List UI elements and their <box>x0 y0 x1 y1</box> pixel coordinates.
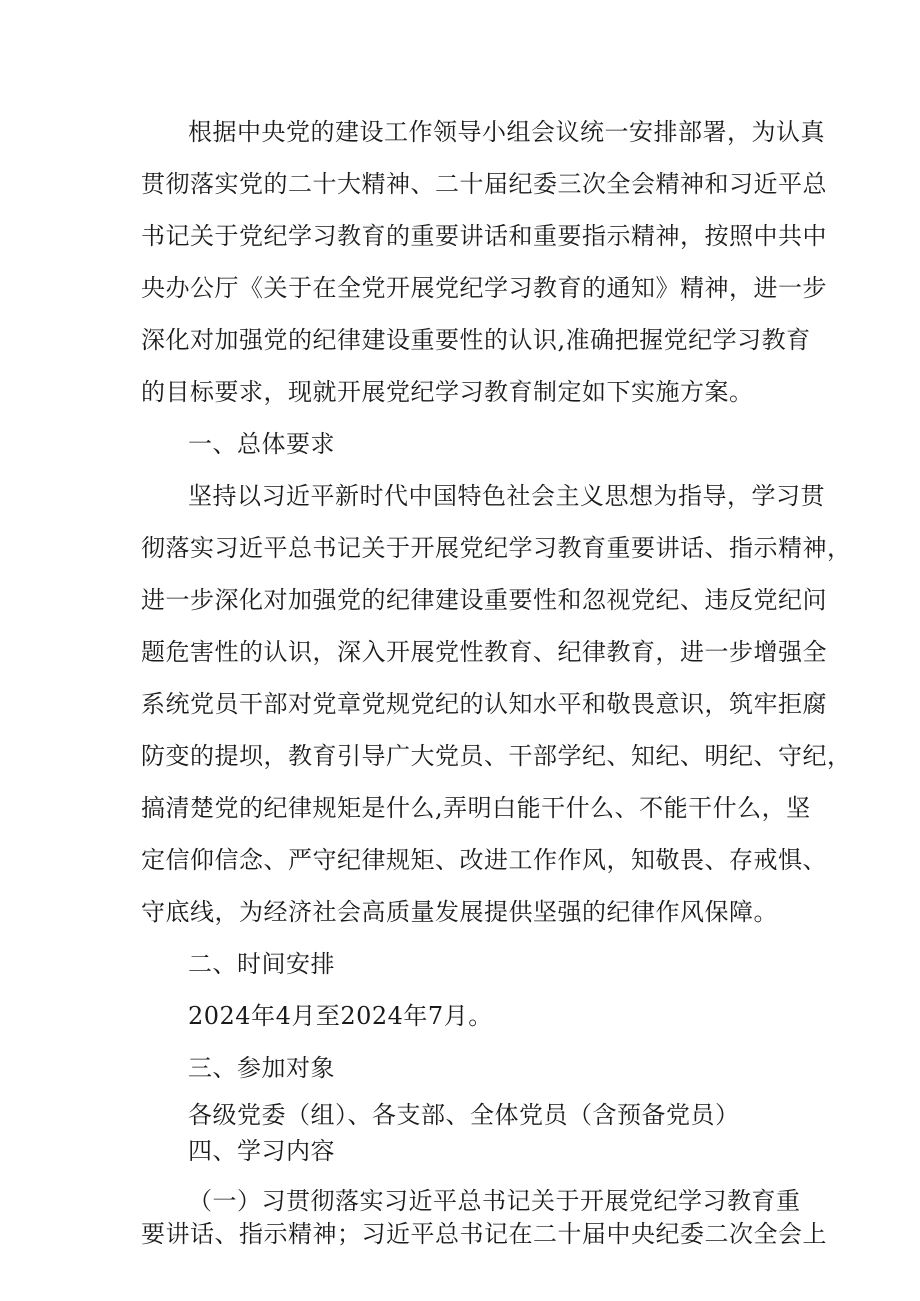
section-heading: 一、总体要求 <box>188 430 335 458</box>
body-line: 系统党员干部对党章党规党纪的认知水平和敬畏意识，筑牢拒腐 <box>141 690 827 718</box>
body-line: 定信仰信念、严守纪律规矩、改进工作作风，知敬畏、存戒惧、 <box>141 846 827 874</box>
intro-line: 的目标要求，现就开展党纪学习教育制定如下实施方案。 <box>141 378 754 406</box>
body-line: 各级党委（组）、各支部、全体党员（含预备党员） <box>188 1101 740 1129</box>
body-line: 守底线，为经济社会高质量发展提供坚强的纪律作风保障。 <box>141 898 778 926</box>
body-line: 彻落实习近平总书记关于开展党纪学习教育重要讲话、指示精神， <box>141 534 852 562</box>
intro-line: 根据中央党的建设工作领导小组会议统一安排部署，为认真 <box>188 118 825 146</box>
body-line: 进一步深化对加强党的纪律建设重要性和忽视党纪、违反党纪问 <box>141 586 827 614</box>
section-heading: 三、参加对象 <box>188 1054 335 1082</box>
body-line: （一）习贯彻落实习近平总书记关于开展党纪学习教育重 <box>188 1187 801 1215</box>
body-line: 防变的提坝，教育引导广大党员、干部学纪、知纪、明纪、守纪， <box>141 742 852 770</box>
section-heading: 四、学习内容 <box>188 1137 335 1165</box>
intro-line: 央办公厅《关于在全党开展党纪学习教育的通知》精神，进一步 <box>141 274 827 302</box>
body-line: 坚持以习近平新时代中国特色社会主义思想为指导，学习贯 <box>188 482 825 510</box>
body-line: 2024年4月至2024年7月。 <box>188 1002 493 1030</box>
body-line: 要讲话、指示精神；习近平总书记在二十届中央纪委二次全会上 <box>141 1220 827 1248</box>
section-heading: 二、时间安排 <box>188 950 335 978</box>
body-line: 题危害性的认识，深入开展党性教育、纪律教育，进一步增强全 <box>141 638 827 666</box>
intro-line: 深化对加强党的纪律建设重要性的认识,准确把握党纪学习教育 <box>141 326 811 354</box>
intro-line: 书记关于党纪学习教育的重要讲话和重要指示精神，按照中共中 <box>141 222 827 250</box>
body-line: 搞清楚党的纪律规矩是什么,弄明白能干什么、不能干什么，坚 <box>141 794 811 822</box>
intro-line: 贯彻落实党的二十大精神、二十届纪委三次全会精神和习近平总 <box>141 170 827 198</box>
